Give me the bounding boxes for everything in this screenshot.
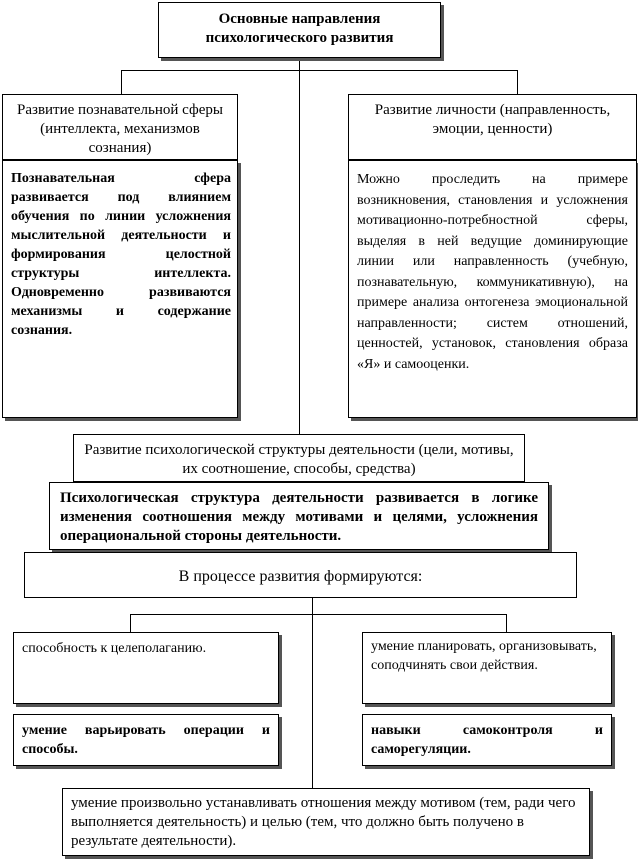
activity-body [49, 482, 549, 550]
skill-self-control-text: навыки самоконтроля и саморегуляции. [371, 723, 603, 757]
connector-branch-horizontal [130, 614, 507, 615]
cognitive-body-text: Познавательная сфера развивается под влиянием обучения по линии усложнения мыслительной деятельности и формирования целостной структуры интеллекта. Одновременно развиваются механизмы и содержание сознания. [11, 171, 231, 338]
formed-header-text: В процессе развития формируются: [178, 568, 423, 585]
cognitive-header [2, 94, 238, 160]
final-skill-text: умение произвольно устанавливать отношения между мотивом (тем, ради чего выполняется деятельность) и целью (тем, что должно быть получено в результате деятельности). [71, 795, 576, 849]
connector-branch-right [506, 614, 507, 632]
activity-header-text: Развитие психологической структуры деятельности (цели, мотивы, их соотношение, способы, средства) [84, 442, 514, 477]
connector-formed-down [312, 598, 313, 788]
skill-planning-text: умение планировать, организовывать, соподчинять свои действия. [371, 639, 597, 673]
activity-body-text: Психологическая структура деятельности развивается в логике изменения соотношения между мотивами и целями, усложнения операциональной стороны деятельности. [60, 490, 538, 544]
connector-left-down [121, 70, 122, 94]
cognitive-body [2, 160, 238, 418]
connector-center-trunk [299, 70, 300, 434]
skill-operations [13, 714, 279, 766]
skill-goal-setting [13, 632, 279, 704]
personality-body [348, 160, 637, 418]
skill-self-control [362, 714, 612, 766]
personality-header [348, 94, 637, 160]
cognitive-header-text: Развитие познавательной сферы (интеллекта, механизмов сознания) [17, 102, 223, 156]
connector-top-horizontal [121, 70, 518, 71]
formed-header [24, 552, 577, 598]
skill-operations-text: умение варьировать операции и способы. [22, 723, 270, 757]
personality-body-text: Можно проследить на примере возникновения, становления и усложнения мотивационно-потребностной сферы, выделяя в ней ведущие доминирующие линии или направленность (учебную, познавательную, коммуникативную), на примере анализа онтогенеза эмоциональной направленности; систем отношений, ценностей, установок, становления образа «Я» и самооценки. [357, 172, 628, 372]
connector-branch-left [130, 614, 131, 632]
diagram-title-text: Основные направления психологического развития [205, 11, 394, 46]
connector-title-down [299, 58, 300, 70]
personality-header-text: Развитие личности (направленность, эмоции, ценности) [374, 102, 611, 137]
skill-goal-setting-text: способность к целеполаганию. [22, 641, 207, 656]
activity-header [73, 434, 525, 482]
skill-planning [362, 632, 612, 704]
final-skill [62, 788, 590, 856]
diagram-title [158, 2, 441, 58]
connector-right-down [517, 70, 518, 94]
